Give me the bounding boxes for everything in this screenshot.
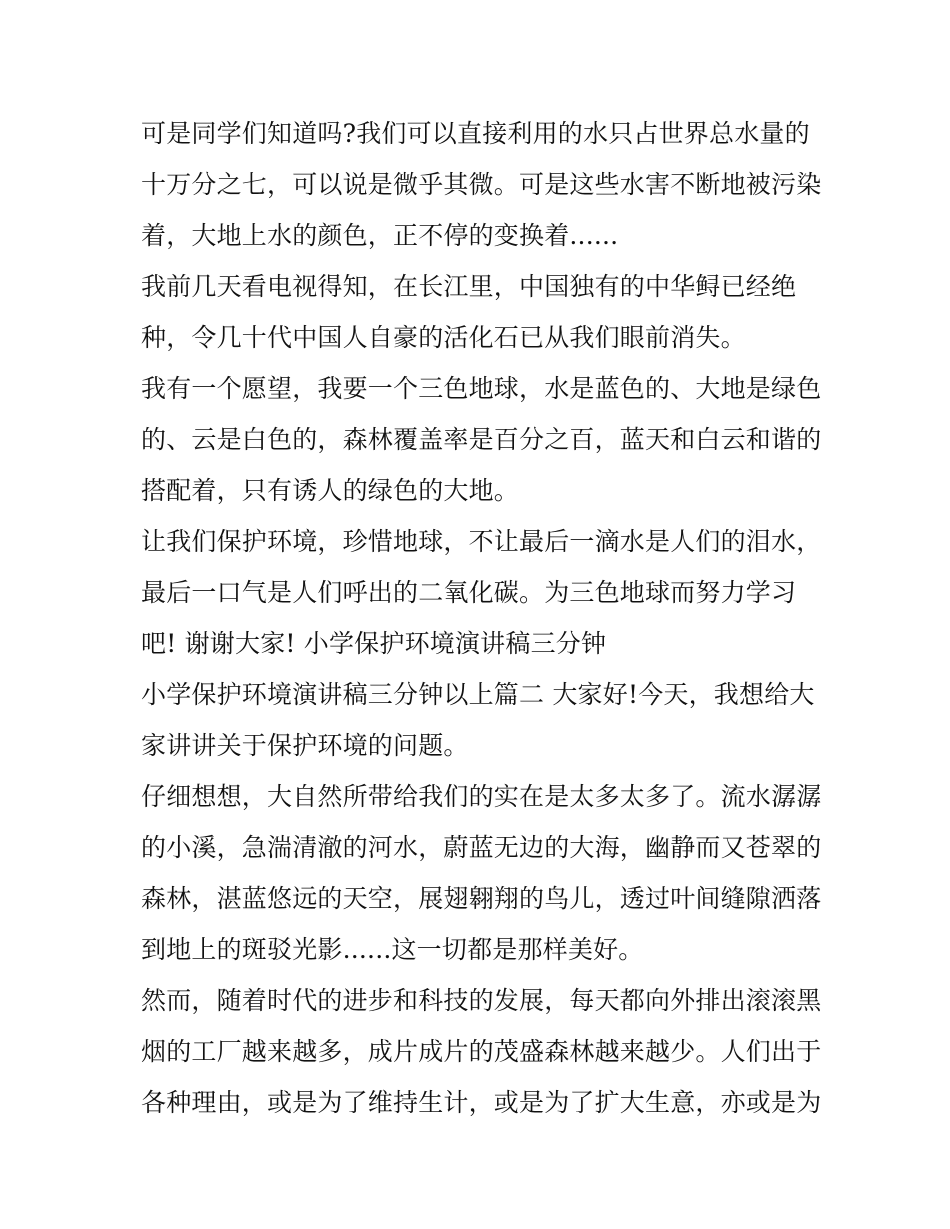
text-line: 让我们保护环境，珍惜地球，不让最后一滴水是人们的泪水， xyxy=(141,527,822,556)
text-line: 我有一个愿望，我要一个三色地球，水是蓝色的、大地是绿色 xyxy=(141,374,822,403)
text-line: 的小溪，急湍清澈的河水，蔚蓝无边的大海，幽静而又苍翠的 xyxy=(141,833,822,862)
text-line: 家讲讲关于保护环境的问题。 xyxy=(141,731,469,760)
text-line: 我前几天看电视得知，在长江里，中国独有的中华鲟已经绝 xyxy=(141,272,797,301)
text-line: 到地上的斑驳光影......这一切都是那样美好。 xyxy=(141,935,644,964)
text-line: 的、云是白色的，森林覆盖率是百分之百，蓝天和白云和谐的 xyxy=(141,425,822,454)
body-text xyxy=(141,108,821,1128)
text-line: 各种理由，或是为了维持生计，或是为了扩大生意，亦或是为 xyxy=(141,1088,822,1117)
text-line: 烟的工厂越来越多，成片成片的茂盛森林越来越少。人们出于 xyxy=(141,1037,822,1066)
text-line: 十万分之七，可以说是微乎其微。可是这些水害不断地被污染 xyxy=(141,170,822,199)
text-line: 吧! 谢谢大家! 小学保护环境演讲稿三分钟 xyxy=(141,629,607,658)
text-line: 森林，湛蓝悠远的天空，展翅翱翔的鸟儿，透过叶间缝隙洒落 xyxy=(141,884,822,913)
text-line: 最后一口气是人们呼出的二氧化碳。为三色地球而努力学习 xyxy=(141,578,797,607)
text-line: 可是同学们知道吗?我们可以直接利用的水只占世界总水量的 xyxy=(141,119,810,148)
text-line: 种，令几十代中国人自豪的活化石已从我们眼前消失。 xyxy=(141,323,746,352)
text-line: 仔细想想，大自然所带给我们的实在是太多太多了。流水潺潺 xyxy=(141,782,822,811)
text-line: 然而，随着时代的进步和科技的发展，每天都向外排出滚滚黑 xyxy=(141,986,822,1015)
text-line: 搭配着，只有诱人的绿色的大地。 xyxy=(141,476,520,505)
text-line: 着，大地上水的颜色，正不停的变换着...... xyxy=(141,221,619,250)
text-line: 小学保护环境演讲稿三分钟以上篇二 大家好!今天，我想给大 xyxy=(141,680,815,709)
